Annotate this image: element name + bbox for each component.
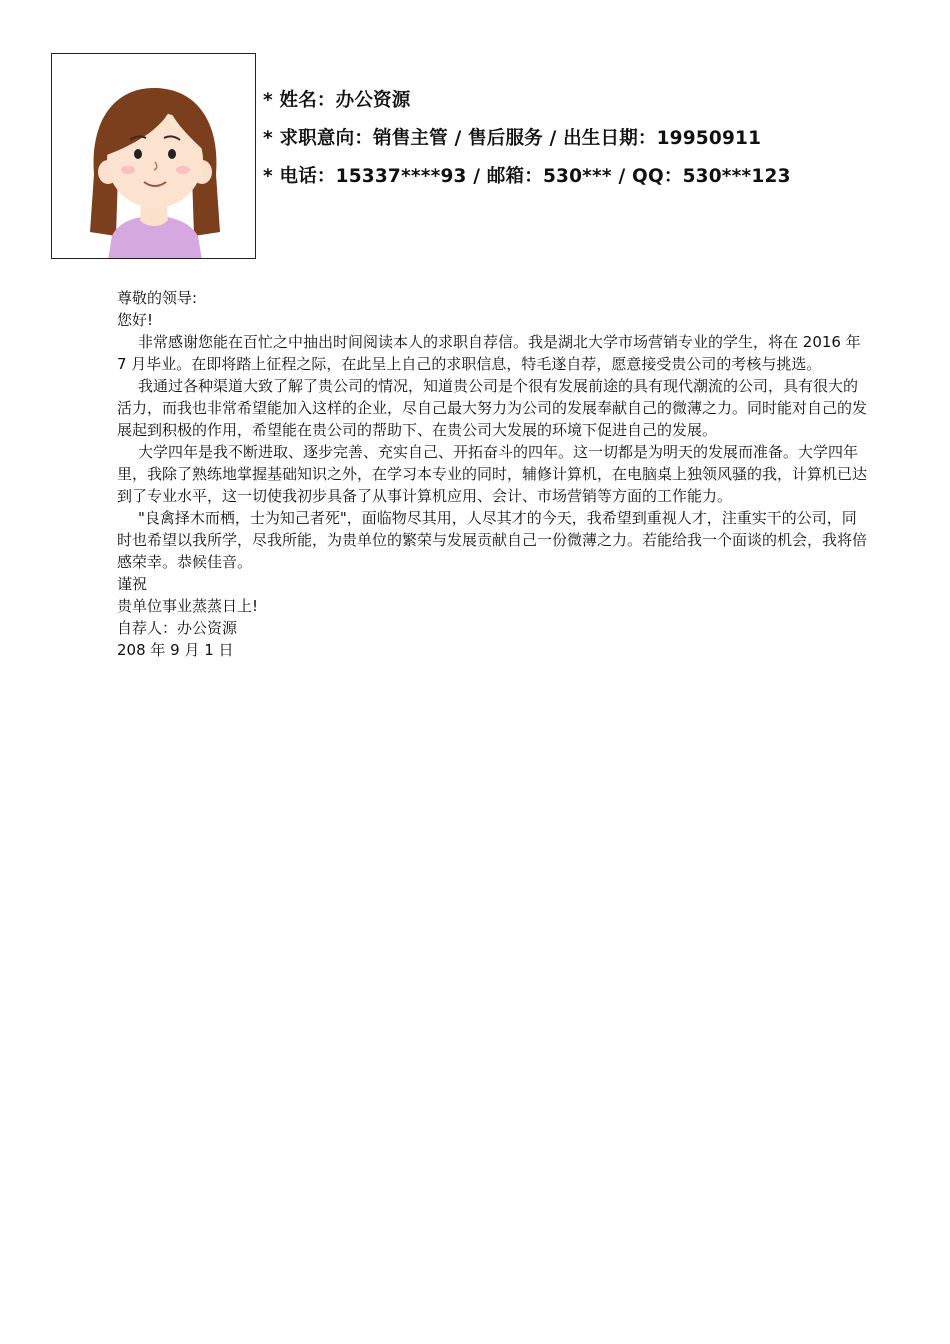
name-line: * 姓名：办公资源 <box>263 90 411 111</box>
paragraph-3: 大学四年是我不断进取、逐步完善、充实自己、开拓奋斗的四年。这一切都是为明天的发展而准备。大学四年里，我除了熟练地掌握基础知识之外，在学习本专业的同时，辅修计算机，在电脑桌上独领风骚的我，计算机已达到了专业水平，这一切使我初步具备了从事计算机应用、会计、市场营销等方面的工作能力。 <box>117 443 868 505</box>
job-intent-line: * 求职意向：销售主管 / 售后服务 / 出生日期：19950911 <box>263 128 762 149</box>
profile-photo <box>51 53 256 259</box>
greeting: 您好! <box>117 311 154 329</box>
paragraph-4: "良禽择木而栖，士为知己者死"，面临物尽其用，人尽其才的今天，我希望到重视人才，注重实干的公司，同时也希望以我所学，尽我所能，为贵单位的繁荣与发展贡献自己一份微薄之力。若能给我一个面谈的机会，我将倍感荣幸。恭候佳音。 <box>117 509 868 571</box>
wish: 贵单位事业蒸蒸日上! <box>117 597 259 615</box>
cover-letter-body <box>117 287 867 661</box>
salutation: 尊敬的领导: <box>117 289 198 307</box>
contact-line: * 电话：15337****93 / 邮箱：530*** / QQ：530***123 <box>263 166 791 187</box>
closing: 谨祝 <box>117 575 148 593</box>
date: 208 年 9 月 1 日 <box>117 641 234 659</box>
avatar-illustration <box>52 54 256 259</box>
paragraph-2: 我通过各种渠道大致了解了贵公司的情况，知道贵公司是个很有发展前途的具有现代潮流的公司，具有很大的活力，而我也非常希望能加入这样的企业，尽自己最大努力为公司的发展奉献自己的微薄之力。同时能对自己的发展起到积极的作用，希望能在贵公司的帮助下、在贵公司大发展的环境下促进自己的发展。 <box>117 377 868 439</box>
personal-info <box>263 82 791 196</box>
paragraph-1: 非常感谢您能在百忙之中抽出时间阅读本人的求职自荐信。我是湖北大学市场营销专业的学生，将在 2016 年 7 月毕业。在即将踏上征程之际，在此呈上自己的求职信息，特毛遂自荐，愿意接受贵公司的考核与挑选。 <box>117 333 861 373</box>
signature: 自荐人：办公资源 <box>117 619 238 637</box>
